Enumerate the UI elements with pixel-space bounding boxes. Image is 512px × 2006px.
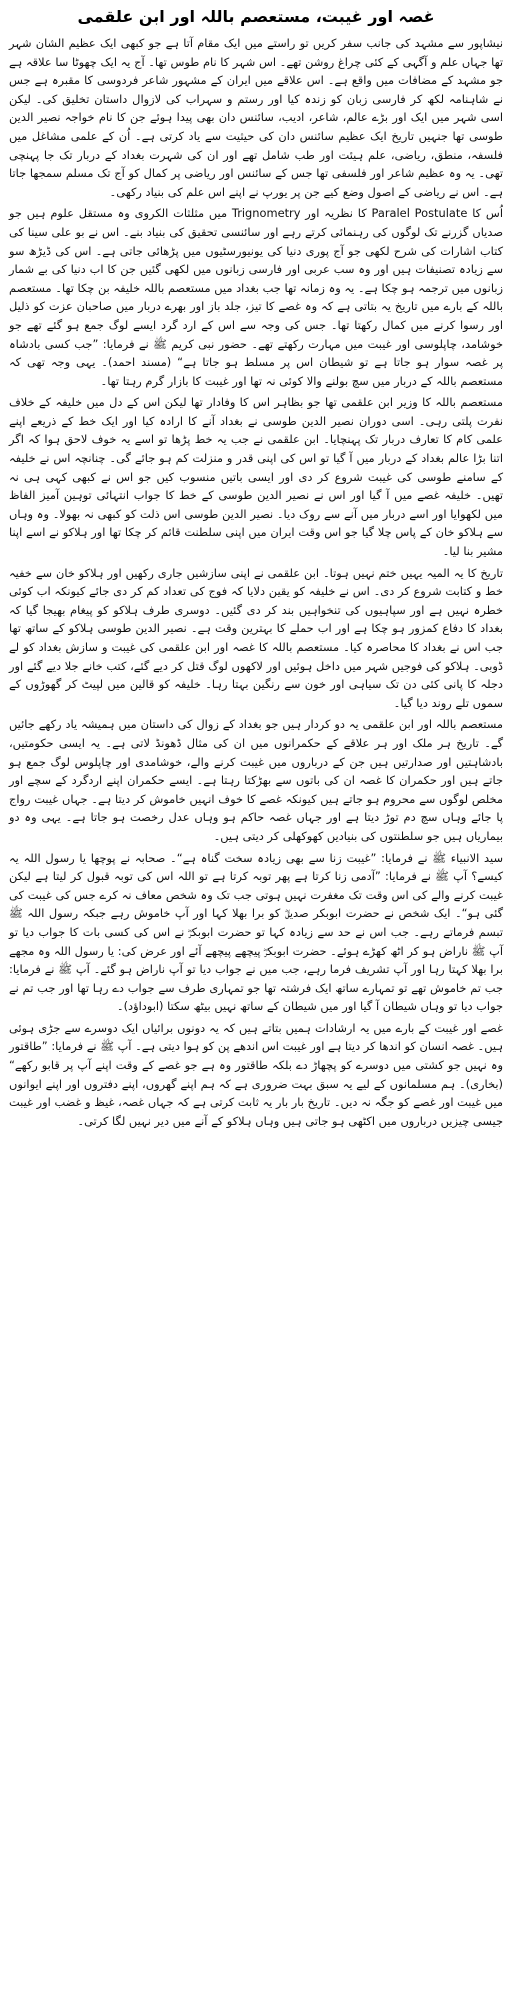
article-paragraph: مستعصم باللہ کا وزیر ابن علقمی تھا جو بظاہر اس کا وفادار تھا لیکن اس کے دل میں خلیفہ کے خلاف نفرت پلتی رہی۔ اسی دوران نصیر الدین طوسی نے بغداد آنے کا ارادہ کیا اور ایک خط کے ذریعے اپنے علمی کام کا تعارف دربار تک پہنچایا۔ ابن علقمی نے جب یہ خط پڑھا تو اسے یہ خوف لاحق ہوا کہ اگر اتنا بڑا عالم بغداد کے دربار میں آ گیا تو اس کی اپنی قدر و منزلت کم ہو جائے گی۔ چنانچہ اس نے خلیفہ کے سامنے طوسی کی غیبت شروع کر دی اور ایسی باتیں منسوب کیں جو اس نے کبھی کہی ہی نہ تھیں۔ خلیفہ غصے میں آ گیا اور اس نے نصیر الدین طوسی کے خط کا جواب انتہائی توہین آمیز الفاظ میں لکھوایا اور اسے دربار میں آنے سے روک دیا۔ نصیر الدین طوسی اس ذلت کو کبھی نہ بھولا۔ وہ وہاں سے ہلاکو خان کے پاس چلا گیا جو اس وقت ایران میں اپنی سلطنت قائم کر چکا تھا اور ہلاکو نے اسے اپنا مشیر بنا لیا۔ — [9, 395, 503, 559]
article-paragraph: مستعصم باللہ اور ابن علقمی یہ دو کردار ہیں جو بغداد کے زوال کی داستان میں ہمیشہ یاد رکھے جائیں گے۔ تاریخ ہر ملک اور ہر علاقے کے حکمرانوں میں ان کی مثال ڈھونڈ لاتی ہے۔ یہ ایسی حکومتیں، بادشاہتیں اور صدارتیں ہیں جن کے درباروں میں غیبت کرنے والے، خوشامدی اور چاپلوس لوگ جمع ہو جاتے ہیں اور حکمران کا غصہ ان کی باتوں سے بھڑکتا رہتا ہے۔ ایسے حکمران اپنے اردگرد کے سچے اور مخلص لوگوں سے محروم ہو جاتے ہیں کیونکہ غصے کا خوف انہیں خاموش کر دیتا ہے۔ جہاں غیبت رواج پا جائے وہاں سچ دم توڑ دیتا ہے اور جہاں غصہ حاکم ہو وہاں عدل رخصت ہو جاتا ہے۔ یہی وہ دو بیماریاں ہیں جو سلطنتوں کی بنیادیں کھوکھلی کر دیتی ہیں۔ — [9, 717, 503, 843]
article-paragraph: تاریخ کا یہ المیہ یہیں ختم نہیں ہوتا۔ ابن علقمی نے اپنی سازشیں جاری رکھیں اور ہلاکو خان سے خفیہ خط و کتابت شروع کر دی۔ اس نے خلیفہ کو یقین دلایا کہ فوج کی تعداد کم کر دی جائے کیونکہ اب کوئی خطرہ نہیں ہے اور سپاہیوں کی تنخواہیں بند کر دی گئیں۔ دوسری طرف ہلاکو کو پیغام بھیجا گیا کہ بغداد کا دفاع کمزور ہو چکا ہے اور اب حملے کا بہترین وقت ہے۔ نصیر الدین طوسی ہلاکو کے ساتھ تھا جب اس نے بغداد کا محاصرہ کیا۔ مستعصم باللہ کا غصہ اور ابن علقمی کی غیبت و سازش بغداد کو لے ڈوبی۔ ہلاکو کی فوجیں شہر میں داخل ہوئیں اور لاکھوں لوگ قتل کر دیے گئے، کتب خانے جلا دیے گئے اور دجلہ کا پانی کئی دن تک سیاہی اور خون سے رنگین بہتا رہا۔ خلیفہ کو قالین میں لپیٹ کر گھوڑوں کے سموں تلے روند دیا گیا۔ — [9, 565, 503, 710]
article-headline: غصہ اور غیبت، مستعصم باللہ اور ابن علقمی — [77, 7, 435, 26]
article-paragraph: اُس کا Paralel Postulate کا نظریہ اور Trignometry میں مثلثات الکروی وہ مستقل علوم ہیں جو صدیاں گزرنے تک لوگوں کی رہنمائی کرتے رہے اور سائنسی تحقیق کی بنیاد بنے۔ اس نے بو علی سینا کی کتاب اشارات کی شرح لکھی جو آج پوری دنیا کی یونیورسٹیوں میں پڑھائی جاتی ہے۔ اس کی ڈیڑھ سو سے زیادہ تصنیفات ہیں اور وہ سب عربی اور فارسی زبانوں میں لکھی گئیں جن کا اب دنیا کی بے شمار زبانوں میں ترجمہ ہو چکا ہے۔ یہ وہ زمانہ تھا جب بغداد میں مستعصم باللہ خلیفہ بن چکا تھا۔ مستعصم باللہ کے بارے میں تاریخ یہ بتاتی ہے کہ وہ غصے کا تیز، جلد باز اور بھرے دربار میں صاحبان عزت کو ذلیل اور رسوا کرنے میں کمال رکھتا تھا۔ جس کی وجہ سے اس کے ارد گرد ایسے لوگ جمع ہو گئے تھے جو خوشامد، چاپلوسی اور غیبت میں مہارت رکھتے تھے۔ حضور نبی کریم ﷺ نے فرمایا: ”جب کسی بادشاہ پر غصہ سوار ہو جاتا ہے تو شیطان اس پر مسلط ہو جاتا ہے“ (مسند احمد)۔ یہی وجہ تھی کہ مستعصم باللہ کے دربار میں سچ بولنے والا کوئی نہ تھا اور غیبت کا بازار گرم رہتا تھا۔ — [9, 206, 503, 388]
article-paragraph: سید الانبیاء ﷺ نے فرمایا: ”غیبت زنا سے بھی زیادہ سخت گناہ ہے“۔ صحابہ نے پوچھا یا رسول اللہ یہ کیسے؟ آپ ﷺ نے فرمایا: ”آدمی زنا کرتا ہے پھر توبہ کرتا ہے تو اللہ اس کی توبہ قبول کر لیتا ہے لیکن غیبت کرنے والے کی اس وقت تک مغفرت نہیں ہوتی جب تک وہ شخص معاف نہ کرے جس کی غیبت کی گئی ہو“۔ ایک شخص نے حضرت ابوبکر صدیقؓ کو برا بھلا کہا اور آپ خاموش رہے جبکہ رسول اللہ ﷺ تبسم فرماتے رہے۔ جب اس نے حد سے زیادہ کہا تو حضرت ابوبکرؓ نے اس کی کسی بات کا جواب دیا تو آپ ﷺ ناراض ہو کر اٹھ کھڑے ہوئے۔ حضرت ابوبکرؓ پیچھے پیچھے آئے اور عرض کی: یا رسول اللہ وہ مجھے برا بھلا کہتا رہا اور آپ تشریف فرما رہے، جب میں نے جواب دیا تو آپ ناراض ہو گئے۔ آپ ﷺ نے فرمایا: جب تم خاموش تھے تو تمہارے ساتھ ایک فرشتہ تھا جو تمہاری طرف سے جواب دے رہا تھا اور جب تم نے جواب دیا تو وہاں شیطان آ گیا اور میں شیطان کے ساتھ نہیں بیٹھ سکتا (ابوداؤد)۔ — [9, 850, 503, 1014]
article-paragraph: غصے اور غیبت کے بارے میں یہ ارشادات ہمیں بتاتے ہیں کہ یہ دونوں برائیاں ایک دوسرے سے جڑی ہوئی ہیں۔ غصہ انسان کو اندھا کر دیتا ہے اور غیبت اس اندھے پن کو ہوا دیتی ہے۔ آپ ﷺ نے فرمایا: ”طاقتور وہ نہیں جو کشتی میں دوسرے کو پچھاڑ دے بلکہ طاقتور وہ ہے جو غصے کے وقت اپنے آپ پر قابو رکھے“ (بخاری)۔ ہم مسلمانوں کے لیے یہ سبق بہت ضروری ہے کہ ہم اپنے گھروں، اپنے دفتروں اور اپنے ایوانوں میں غیبت اور غصے کو جگہ نہ دیں۔ تاریخ بار بار یہ ثابت کرتی ہے کہ جہاں غصہ، غیظ و غضب اور غیبت جیسی چیزیں درباروں میں اکٹھی ہو جاتی ہیں وہاں ہلاکو کے آنے میں دیر نہیں لگا کرتی۔ — [9, 1020, 503, 1128]
article-body — [9, 34, 503, 1130]
article-paragraph: نیشاپور سے مشہد کی جانب سفر کریں تو راستے میں ایک مقام آتا ہے جو کبھی ایک عظیم الشان شہر تھا جہاں علم و آگہی کے کئی چراغ روشن تھے۔ اس شہر کا نام طوس تھا۔ آج یہ ایک چھوٹا سا علاقہ ہے جو مشہد کے مضافات میں واقع ہے۔ اس علاقے میں ایران کے مشہور شاعر فردوسی کا مقبرہ ہے جس نے شاہنامہ لکھ کر فارسی زبان کو زندہ کیا اور رستم و سہراب کی لازوال داستان تخلیق کی۔ لیکن اسی شہر میں ایک اور بڑے عالم، شاعر، ادیب، سائنس دان بھی پیدا ہوئے جن کا نام خواجہ نصیر الدین طوسی تھا جنہیں تاریخ ایک عظیم سائنس دان کی حیثیت سے یاد کرتی ہے۔ اُن کے علمی مشاغل میں فلسفہ، منطق، ریاضی، علم ہیئت اور طب شامل تھے اور ان کی شہرت بغداد کے دربار تک جا پہنچی تھی۔ یہ وہ عظیم شاعر اور فلسفی تھا جس کے سائنس اور ریاضی پر کمال کو آج تک مسلم سمجھا جاتا ہے۔ اس نے ریاضی کے اصول وضع کیے جن پر یورپ نے اپنے اس علم کی بنیاد رکھی۔ — [9, 36, 503, 199]
